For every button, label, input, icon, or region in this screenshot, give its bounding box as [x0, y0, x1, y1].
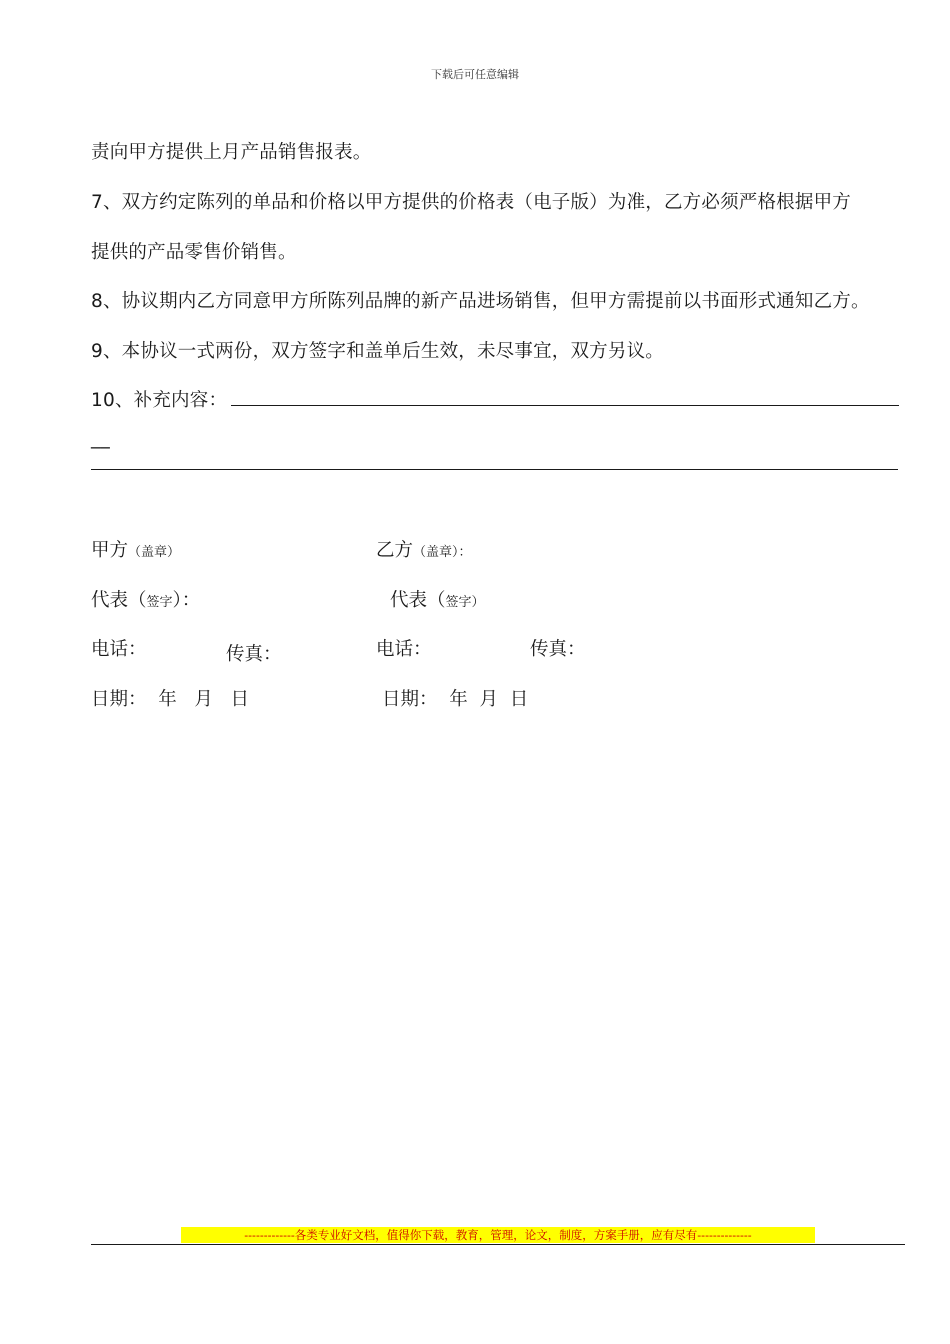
clause-9: 9、本协议一式两份，双方签字和盖单后生效，未尽事宜，双方另议。 — [91, 341, 664, 362]
rep-a-label: 代表 — [91, 590, 129, 611]
page-header: 下载后可任意编辑 — [431, 68, 519, 81]
party-a-note: （盖章） — [128, 545, 181, 560]
party-b-label: 乙方 — [376, 540, 414, 561]
clause-10 — [91, 386, 899, 412]
rep-a-paren-open: （ — [128, 590, 147, 611]
clause-10-tail: __ — [91, 428, 110, 449]
rep-a-note: 签字 — [146, 595, 173, 610]
fax-b: 传真： — [530, 639, 586, 660]
party-b-note: （盖章）： — [413, 545, 472, 560]
footer-rule — [91, 1244, 905, 1245]
phone-b: 电话： — [376, 639, 432, 660]
rep-b-paren-open: （ — [427, 590, 446, 611]
rep-b-note: 签字） — [445, 595, 485, 610]
party-b-seal — [376, 536, 472, 562]
rep-b-label: 代表 — [390, 590, 428, 611]
supplement-blank-line[interactable] — [231, 404, 899, 406]
rep-a-signature — [91, 586, 200, 612]
clause-10-label: 10、补充内容： — [91, 390, 228, 411]
rep-a-paren-close: ）： — [172, 590, 201, 611]
date-a: 日期： 年 月 日 — [91, 689, 250, 710]
supplement-blank-line-2[interactable] — [91, 469, 898, 470]
party-a-label: 甲方 — [91, 540, 129, 561]
paragraph-continuation: 责向甲方提供上月产品销售报表。 — [91, 142, 372, 163]
phone-a: 电话： — [91, 639, 147, 660]
rep-b-signature — [390, 586, 485, 612]
footer-banner-text: -------------各类专业好文档，值得你下载，教育，管理，论文，制度，方案手册，应有尽有-------------- — [244, 1228, 752, 1242]
fax-a: 传真： — [226, 644, 282, 665]
party-a-seal — [91, 536, 180, 562]
clause-8: 8、协议期内乙方同意甲方所陈列品牌的新产品进场销售，但甲方需提前以书面形式通知乙方。 — [91, 291, 870, 312]
date-b: 日期： 年 月 日 — [382, 689, 529, 710]
clause-7-line-2: 提供的产品零售价销售。 — [91, 242, 297, 263]
clause-7-line-1: 7、双方约定陈列的单品和价格以甲方提供的价格表（电子版）为准，乙方必须严格根据甲方 — [91, 192, 851, 213]
